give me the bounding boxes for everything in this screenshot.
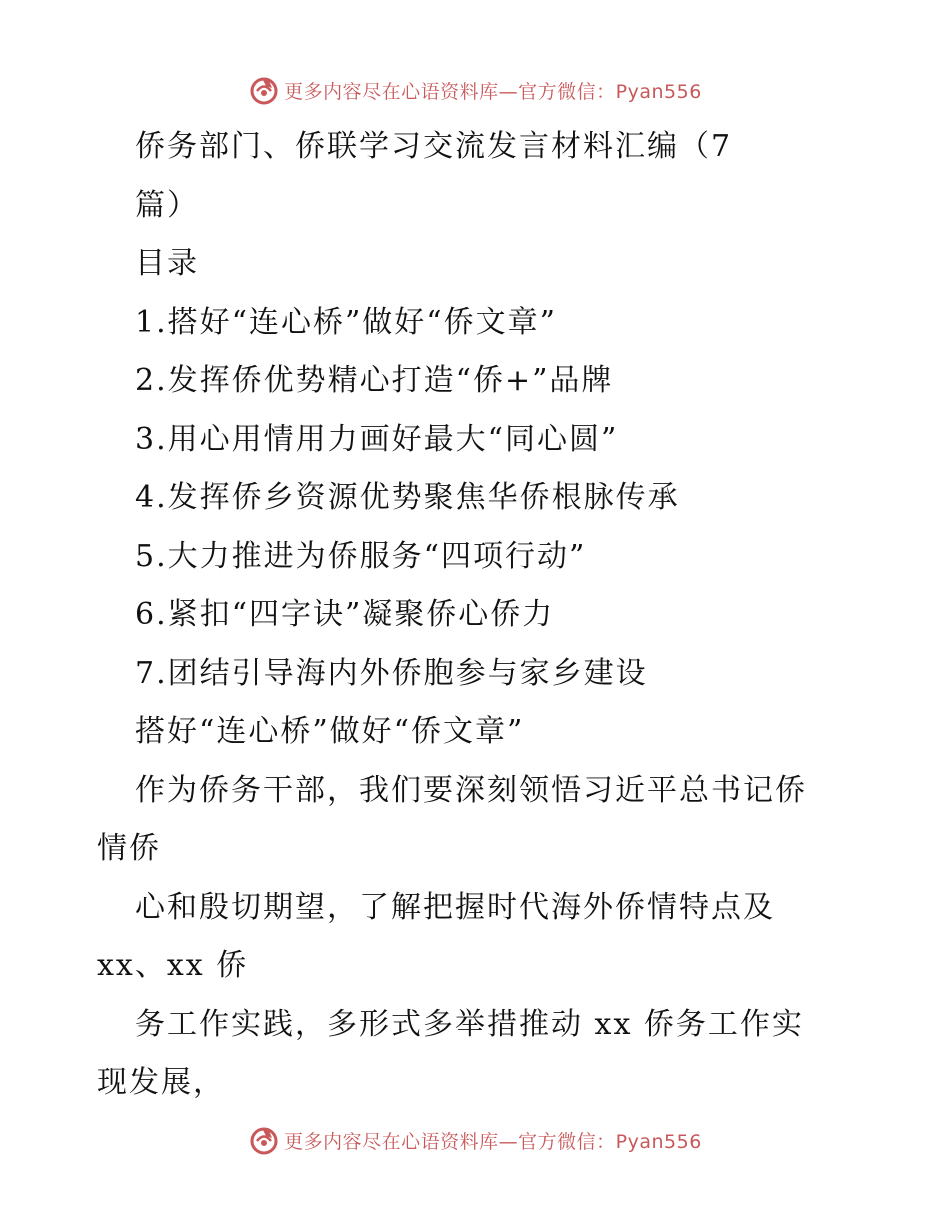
body-line: 情侨: [97, 831, 161, 866]
body-line: xx、xx 侨: [97, 948, 249, 983]
banner-site-name: 更多内容尽在心语资料库: [284, 1130, 499, 1153]
banner-separator: —: [498, 80, 519, 103]
banner-wechat: 官方微信：Pyan556: [518, 1130, 702, 1153]
toc-item: 6.紧扣“四字诀”凝聚侨心侨力: [135, 597, 555, 632]
document-title-line-2: 篇）: [135, 188, 199, 223]
header-banner: [0, 70, 950, 110]
banner-text: [284, 77, 702, 104]
footer-banner: [0, 1120, 950, 1160]
toc-item: 4.发挥侨乡资源优势聚焦华侨根脉传承: [135, 480, 680, 515]
banner-site-name: 更多内容尽在心语资料库: [284, 80, 499, 103]
toc-item: 2.发挥侨优势精心打造“侨+”品牌: [135, 363, 614, 398]
toc-item: 1.搭好“连心桥”做好“侨文章”: [135, 305, 557, 340]
toc-item: 7.团结引导海内外侨胞参与家乡建设: [135, 656, 648, 691]
brand-logo-icon: [248, 1124, 280, 1156]
brand-logo-icon: [248, 74, 280, 106]
body-line: 现发展，: [97, 1065, 225, 1100]
document-title-line-1: 侨务部门、侨联学习交流发言材料汇编（7: [135, 129, 733, 164]
toc-item: 5.大力推进为侨服务“四项行动”: [135, 539, 587, 574]
banner-text: [284, 1127, 702, 1154]
toc-heading: 目录: [135, 246, 199, 281]
body-line: 心和殷切期望，了解把握时代海外侨情特点及: [135, 890, 775, 925]
banner-wechat: 官方微信：Pyan556: [518, 80, 702, 103]
body-line: 作为侨务干部，我们要深刻领悟习近平总书记侨: [135, 773, 807, 808]
body-line: 务工作实践，多形式多举措推动 xx 侨务工作实: [135, 1007, 804, 1042]
section-heading: 搭好“连心桥”做好“侨文章”: [135, 714, 525, 749]
banner-separator: —: [498, 1130, 519, 1153]
toc-item: 3.用心用情用力画好最大“同心圆”: [135, 422, 619, 457]
